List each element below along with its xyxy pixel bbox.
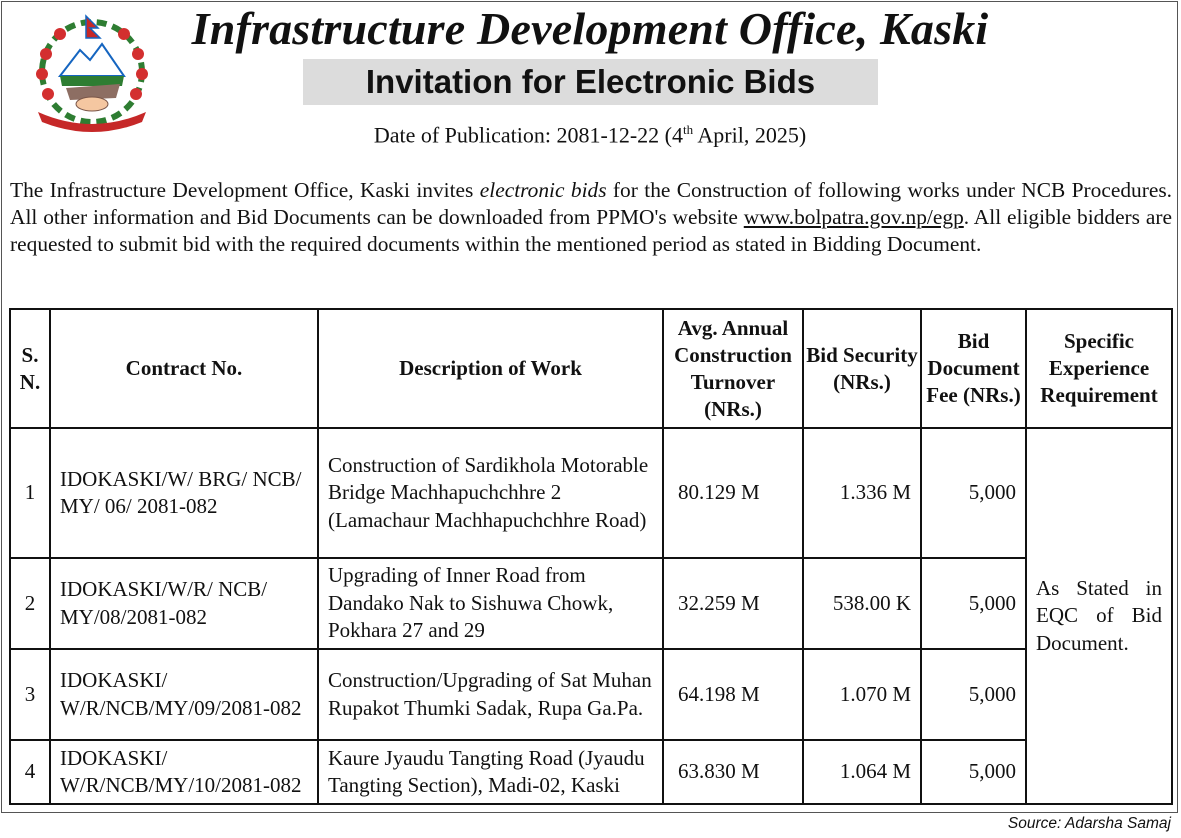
header-document-fee: Bid Document Fee (NRs.): [921, 309, 1026, 428]
cell-turnover: 32.259 M: [663, 558, 803, 649]
intro-paragraph: [10, 177, 1172, 258]
cell-contract-no: IDOKASKI/W/ BRG/ NCB/ MY/ 06/ 2081-082: [50, 428, 318, 558]
cell-bid-security: 538.00 K: [803, 558, 921, 649]
ppmo-website-link[interactable]: www.bolpatra.gov.np/egp: [743, 205, 964, 229]
cell-contract-no: IDOKASKI/ W/R/NCB/MY/10/2081-082: [50, 740, 318, 804]
bids-table: [9, 308, 1173, 805]
header-description: Description of Work: [318, 309, 663, 428]
notice-title: Invitation for Electronic Bids: [303, 59, 878, 105]
cell-description: Upgrading of Inner Road from Dandako Nak to Sishuwa Chowk, Pokhara 27 and 29: [318, 558, 663, 649]
emblem-motto-ribbon: [38, 112, 146, 132]
cell-document-fee: 5,000: [921, 558, 1026, 649]
office-title: Infrastructure Development Office, Kaski: [191, 3, 989, 54]
cell-contract-no: IDOKASKI/W/R/ NCB/ MY/08/2081-082: [50, 558, 318, 649]
cell-turnover: 64.198 M: [663, 649, 803, 740]
header-experience: Specific Experience Requirement: [1026, 309, 1172, 428]
cell-description: Construction/Upgrading of Sat Muhan Rupakot Thumki Sadak, Rupa Ga.Pa.: [318, 649, 663, 740]
cell-document-fee: 5,000: [921, 649, 1026, 740]
cell-document-fee: 5,000: [921, 740, 1026, 804]
table-row: [10, 740, 1172, 804]
publication-date-suffix: April, 2025): [693, 122, 807, 148]
source-credit: Source: Adarsha Samaj: [1007, 815, 1171, 832]
intro-text-3: . All eligible bidders are requested to submit bid with the required documents within the mentioned period as stated in Bidding Document.: [10, 205, 1172, 256]
cell-contract-no: IDOKASKI/ W/R/NCB/MY/09/2081-082: [50, 649, 318, 740]
emblem-handshake: [76, 97, 108, 111]
intro-text-1: The Infrastructure Development Office, Kaski invites: [10, 178, 480, 202]
cell-description: Kaure Jyaudu Tangting Road (Jyaudu Tangting Section), Madi-02, Kaski: [318, 740, 663, 804]
cell-turnover: 80.129 M: [663, 428, 803, 558]
cell-bid-security: 1.070 M: [803, 649, 921, 740]
emblem-flag: [86, 16, 100, 38]
cell-document-fee: 5,000: [921, 428, 1026, 558]
publication-date: [300, 122, 880, 148]
nepal-emblem-icon: [24, 14, 160, 134]
cell-experience-requirement: As Stated in EQC of Bid Document.: [1026, 428, 1172, 804]
cell-description: Construction of Sardikhola Motorable Bridge Machhapuchchhre 2 (Lamachaur Machhapuchchhre Road): [318, 428, 663, 558]
intro-text-2: for the Construction of following works under NCB Procedures. All other information and Bid Documents can be downloaded from PPMO's website: [10, 178, 1172, 229]
cell-sn: 4: [10, 740, 50, 804]
intro-emphasis: electronic bids: [479, 178, 607, 202]
table-row: [10, 649, 1172, 740]
table-row: [10, 558, 1172, 649]
header-bid-security: Bid Security (NRs.): [803, 309, 921, 428]
table-row: [10, 428, 1172, 558]
cell-sn: 2: [10, 558, 50, 649]
table-header-row: [10, 309, 1172, 428]
publication-date-prefix: Date of Publication: 2081-12-22 (4: [373, 122, 683, 148]
emblem-mountain: [60, 44, 124, 86]
header-contract-no: Contract No.: [50, 309, 318, 428]
cell-sn: 3: [10, 649, 50, 740]
header-sn: S. N.: [10, 309, 50, 428]
header-turnover: Avg. Annual Construction Turnover (NRs.): [663, 309, 803, 428]
cell-bid-security: 1.064 M: [803, 740, 921, 804]
cell-turnover: 63.830 M: [663, 740, 803, 804]
publication-date-sup: th: [682, 122, 694, 137]
cell-bid-security: 1.336 M: [803, 428, 921, 558]
cell-sn: 1: [10, 428, 50, 558]
